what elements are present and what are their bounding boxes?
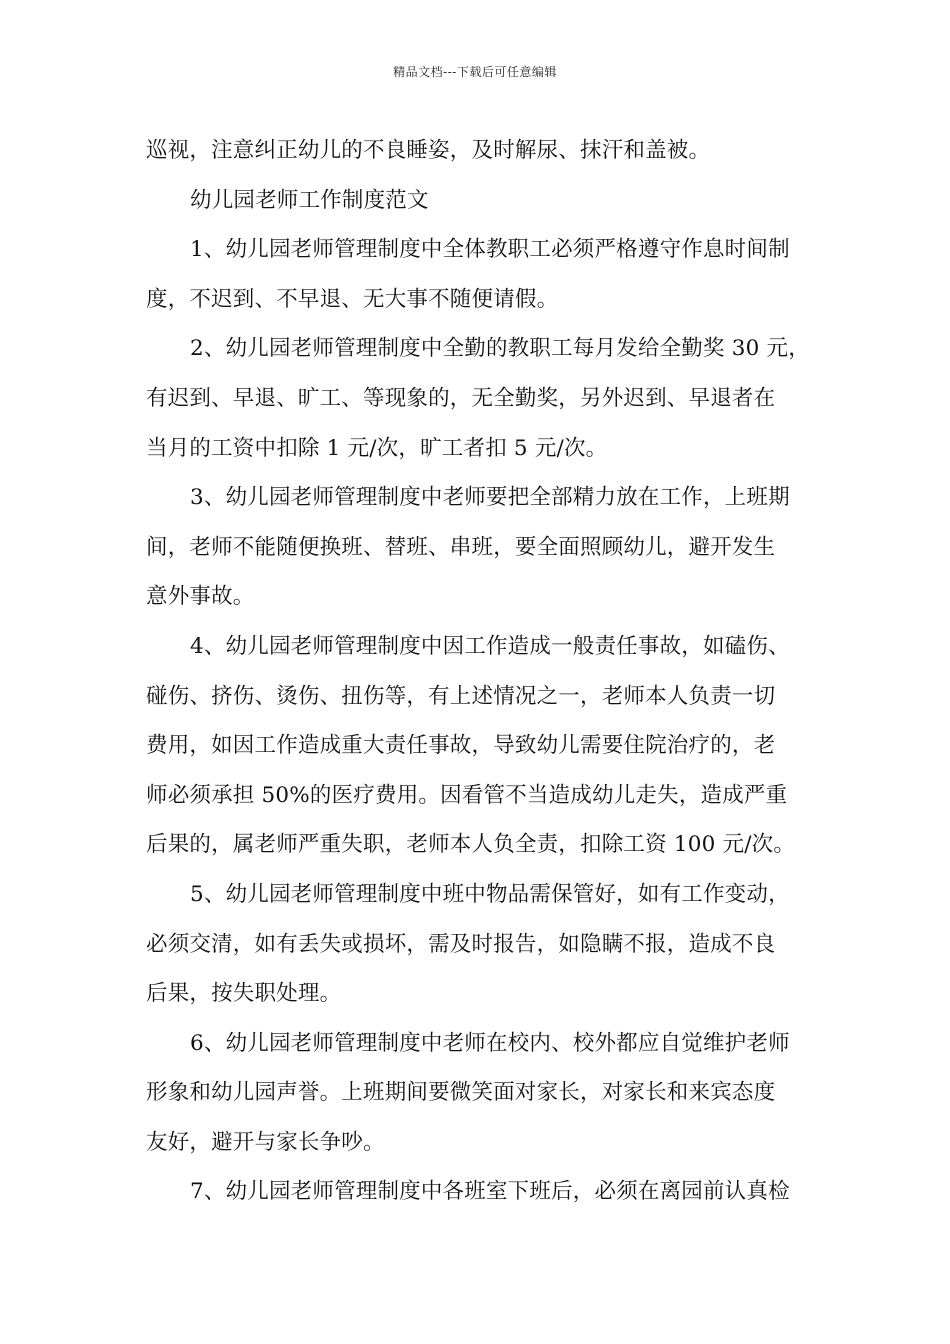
text-line: 友好，避开与家长争吵。 xyxy=(146,1129,385,1155)
text-line: 度，不迟到、不早退、无大事不随便请假。 xyxy=(146,286,559,312)
text-line: 碰伤、挤伤、烫伤、扭伤等，有上述情况之一，老师本人负责一切 xyxy=(146,683,776,709)
page-header: 精品文档---下载后可任意编辑 xyxy=(393,65,557,79)
text-line: 巡视，注意纠正幼儿的不良睡姿，及时解尿、抹汗和盖被。 xyxy=(146,138,711,163)
text-line: 3、幼儿园老师管理制度中老师要把全部精力放在工作，上班期 xyxy=(190,485,790,511)
text-line: 7、幼儿园老师管理制度中各班室下班后，必须在离园前认真检 xyxy=(190,1179,790,1205)
text-line: 必须交清，如有丢失或损坏，需及时报告，如隐瞒不报，造成不良 xyxy=(146,931,776,957)
text-line: 5、幼儿园老师管理制度中班中物品需保管好，如有工作变动， xyxy=(190,881,790,907)
document-body xyxy=(146,126,810,1217)
text-line: 后果的，属老师严重失职，老师本人负全责，扣除工资 100 元/次。 xyxy=(146,832,796,858)
text-line: 形象和幼儿园声誉。上班期间要微笑面对家长，对家长和来宾态度 xyxy=(146,1080,776,1106)
text-line: 1、幼儿园老师管理制度中全体教职工必须严格遵守作息时间制 xyxy=(190,237,790,263)
text-line: 师必须承担 50%的医疗费用。因看管不当造成幼儿走失，造成严重 xyxy=(146,782,788,808)
text-line: 有迟到、早退、旷工、等现象的，无全勤奖，另外迟到、早退者在 xyxy=(146,385,776,411)
text-line: 后果，按失职处理。 xyxy=(146,981,342,1007)
text-line: 间，老师不能随便换班、替班、串班，要全面照顾幼儿，避开发生 xyxy=(146,534,776,560)
text-line: 2、幼儿园老师管理制度中全勤的教职工每月发给全勤奖 30 元， xyxy=(190,336,810,362)
text-line: 4、幼儿园老师管理制度中因工作造成一般责任事故，如磕伤、 xyxy=(190,633,790,659)
section-title: 幼儿园老师工作制度范文 xyxy=(190,187,429,213)
text-line: 当月的工资中扣除 1 元/次，旷工者扣 5 元/次。 xyxy=(146,435,608,461)
text-line: 6、幼儿园老师管理制度中老师在校内、校外都应自觉维护老师 xyxy=(190,1030,790,1056)
text-line: 意外事故。 xyxy=(146,584,255,610)
text-line: 费用，如因工作造成重大责任事故，导致幼儿需要住院治疗的，老 xyxy=(146,733,776,759)
